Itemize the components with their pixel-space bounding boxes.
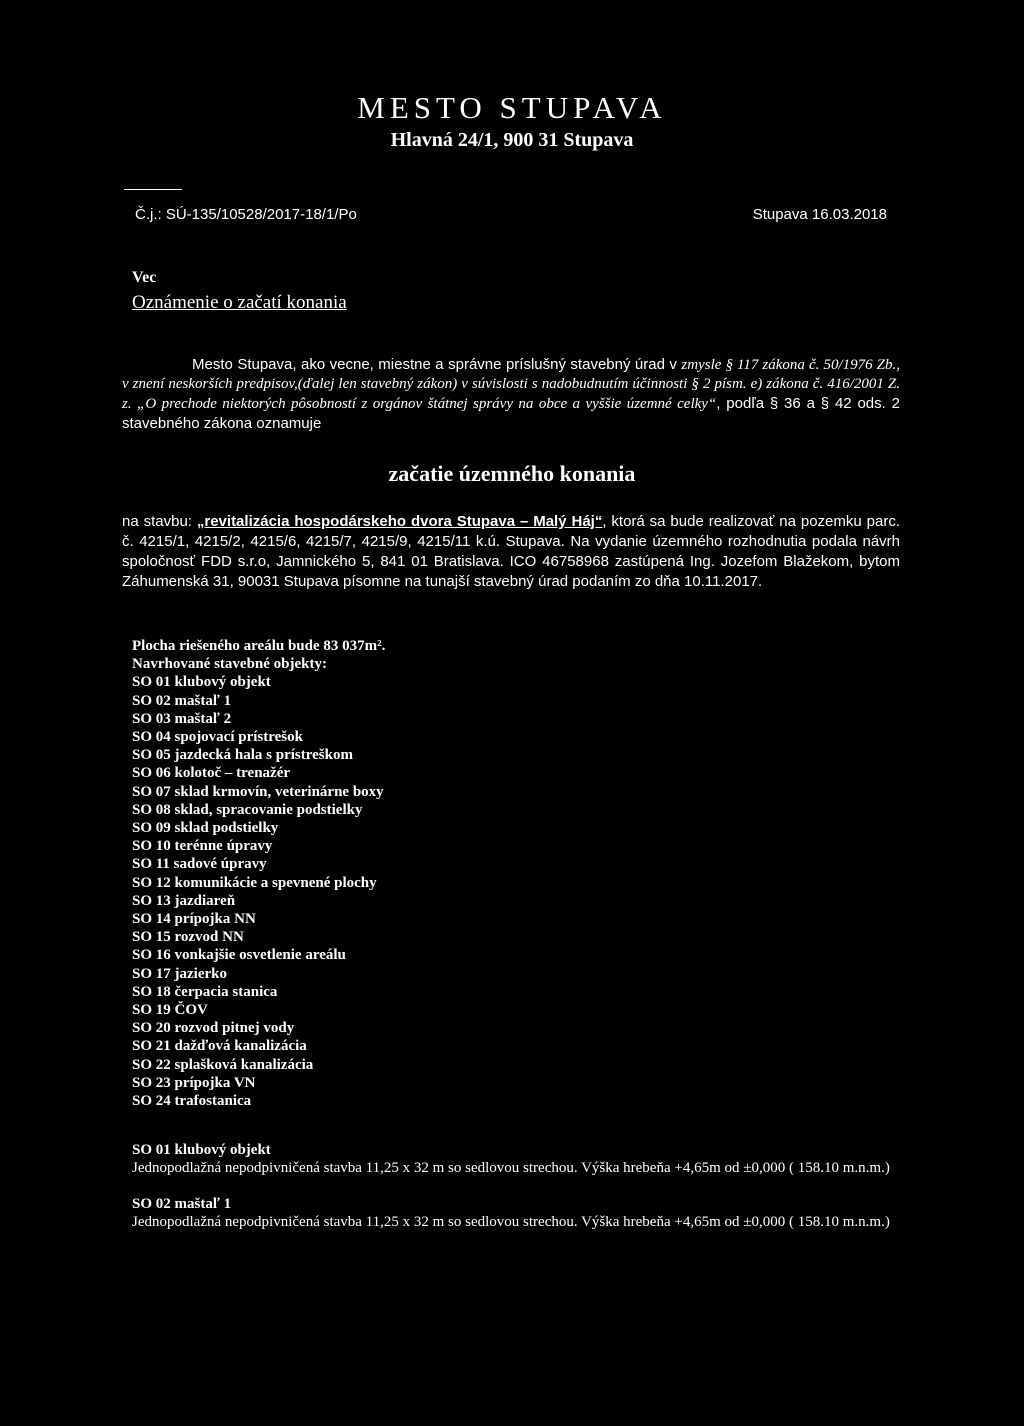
intro-part-3: , podľa § 36 a § 42 ods. 2 stavebného zákona oznamuje [122, 395, 901, 432]
object-detail [132, 1195, 900, 1231]
list-item: SO 10 terénne úpravy [132, 838, 273, 855]
list-item: SO 16 vonkajšie osvetlenie areálu [132, 947, 346, 964]
intro-part-2: zmysle § 117 zákona č. 50/1976 Zb., v znení neskorších predpisov,(ďalej len stavebný zákon) v súvislosti s nadobudnutím účinnosti § 2 písm. e) zákona č. 416/2001 Z. z. „O prechode niektorých pôsobností z orgánov štátnej správy na obce a vyššie územné celky“ [122, 357, 900, 412]
reference-number: Č.j.: SÚ-135/10528/2017-18/1/Po [135, 206, 357, 223]
list-item: SO 03 maštaľ 2 [132, 710, 232, 727]
intro-paragraph [122, 355, 900, 434]
list-item: SO 24 trafostanica [132, 1093, 252, 1110]
project-prefix: na stavbu: [122, 513, 197, 530]
object-detail [132, 1141, 900, 1177]
area-text: Plocha riešeného areálu bude 83 037m². [132, 638, 386, 654]
list-item: SO 13 jazdiareň [132, 892, 236, 909]
list-item: SO 17 jazierko [132, 965, 227, 982]
list-item: SO 12 komunikácie a spevnené plochy [132, 874, 377, 891]
objects-list [132, 673, 385, 1110]
list-item: SO 23 prípojka VN [132, 1074, 256, 1091]
list-item: SO 04 spojovací prístrešok [132, 729, 303, 746]
list-item: SO 11 sadové úpravy [132, 856, 267, 873]
list-item: SO 21 dažďová kanalizácia [132, 1038, 307, 1055]
procedure-heading: začatie územného konania [388, 461, 636, 486]
subject-label: Vec [132, 269, 157, 286]
project-description: , ktorá sa bude realizovať na pozemku parc. č. 4215/1, 4215/2, 4215/6, 4215/7, 4215/9, 4215/11 k.ú. Stupava. Na vydanie územného rozhodnutia podala návrh spoločnosť FDD s.r.o, Jamnického 5, 841 01 Bratislava. ICO 46758968 zastúpená Ing. Jozefom Blažekom, bytom Záhumenská 31, 90031 Stupava písomne na tunajší stavebný úrad podaním zo dňa 10.11.2017. [122, 513, 900, 590]
list-item: SO 14 prípojka NN [132, 911, 256, 928]
subject-title: Oznámenie o začatí konania [132, 292, 347, 313]
list-item: SO 19 ČOV [132, 1002, 208, 1019]
list-item: SO 08 sklad, spracovanie podstielky [132, 801, 363, 818]
list-item: SO 05 jazdecká hala s prístreškom [132, 747, 353, 764]
list-item: SO 06 kolotoč – trenažér [132, 765, 291, 782]
object-detail-name: SO 01 klubový objekt [132, 1142, 271, 1158]
list-item: SO 20 rozvod pitnej vody [132, 1020, 295, 1037]
document-date: Stupava 16.03.2018 [752, 206, 887, 223]
objects-section [132, 637, 385, 1110]
project-name: „revitalizácia hospodárskeho dvora Stupava – Malý Háj“ [196, 513, 603, 530]
intro-part-1: Mesto Stupava, ako vecne, miestne a správne príslušný stavebný úrad v [192, 356, 682, 373]
list-item: SO 22 splašková kanalizácia [132, 1056, 314, 1073]
objects-heading: Navrhované stavebné objekty: [132, 656, 327, 673]
list-item: SO 02 maštaľ 1 [132, 692, 232, 709]
list-item: SO 09 sklad podstielky [132, 820, 279, 837]
page-title: MESTO STUPAVA [357, 90, 667, 125]
list-item: SO 01 klubový objekt [132, 674, 271, 691]
object-detail-text: Jednopodlažná nepodpivničená stavba 11,25 x 32 m so sedlovou strechou. Výška hrebeňa +4,65m od ±0,000 ( 158.10 m.n.m.) [132, 1214, 890, 1230]
object-detail-name: SO 02 maštaľ 1 [132, 1196, 232, 1212]
list-item: SO 15 rozvod NN [132, 929, 244, 946]
object-detail-text: Jednopodlažná nepodpivničená stavba 11,25 x 32 m so sedlovou strechou. Výška hrebeňa +4,65m od ±0,000 ( 158.10 m.n.m.) [132, 1160, 890, 1176]
list-item: SO 07 sklad krmovín, veterinárne boxy [132, 783, 384, 800]
header-divider [124, 189, 182, 190]
list-item: SO 18 čerpacia stanica [132, 983, 278, 1000]
office-address: Hlavná 24/1, 900 31 Stupava [390, 129, 634, 151]
project-paragraph [122, 512, 900, 592]
